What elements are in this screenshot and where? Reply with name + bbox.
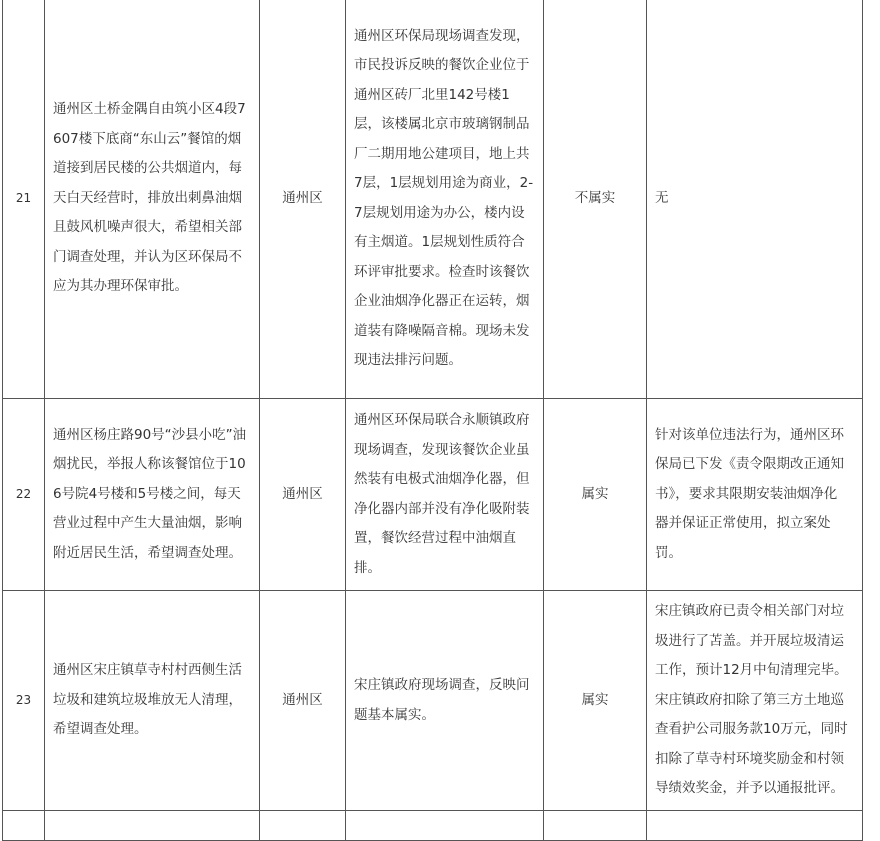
complaint-text: 通州区宋庄镇草寺村村西侧生活垃圾和建筑垃圾堆放无人清理，希望调查处理。 [53, 662, 242, 738]
action-text: 宋庄镇政府已责令相关部门对垃圾进行了苫盖。并开展垃圾清运工作，预计12月中旬清理完毕。宋庄镇政府扣除了第三方土地巡查看护公司服务款10万元，同时扣除了草寺村环境奖励金和村领导绩效奖金，并予以通报批评。 [655, 603, 848, 797]
complaint-text: 通州区土桥金隅自由筑小区4段7607楼下底商“东山云”餐馆的烟道接到居民楼的公共烟道内，每天白天经营时，排放出刺鼻油烟且鼓风机噪声很大，希望相关部门调查处理，并认为区环保局不应为其办理环保审批。 [53, 101, 246, 295]
action-text: 针对该单位违法行为，通州区环保局已下发《责令限期改正通知书》，要求其限期安装油烟净化器并保证正常使用，拟立案处罚。 [655, 426, 844, 561]
empty-cell [346, 811, 544, 841]
empty-cell [45, 811, 260, 841]
investigation-text: 通州区环保局联合永顺镇政府现场调查，发现该餐饮企业虽然装有电极式油烟净化器，但净化器内部并没有净化吸附装置，餐饮经营过程中油烟直排。 [354, 412, 530, 576]
district-cell: 通州区 [260, 399, 346, 591]
complaint-cell [45, 591, 260, 811]
action-text: 无 [655, 189, 669, 206]
complaint-table [2, 0, 863, 841]
verdict-cell: 属实 [544, 399, 647, 591]
table-row [3, 399, 863, 591]
district-cell: 通州区 [260, 0, 346, 399]
investigation-text: 通州区环保局现场调查发现，市民投诉反映的餐饮企业位于通州区砖厂北里142号楼1层，该楼属北京市玻璃钢制品厂二期用地公建项目，地上共7层，1层规划用途为商业，2-7层规划用途为办公，楼内设有主烟道。1层规划性质符合环评审批要求。检查时该餐饮企业油烟净化器正在运转，烟道装有降噪隔音棉。现场未发现违法排污问题。 [354, 27, 534, 368]
table-row [3, 0, 863, 399]
investigation-text: 宋庄镇政府现场调查，反映问题基本属实。 [354, 677, 530, 723]
district-cell: 通州区 [260, 591, 346, 811]
action-cell [647, 399, 863, 591]
complaint-cell [45, 0, 260, 399]
empty-cell [260, 811, 346, 841]
complaint-text: 通州区杨庄路90号“沙县小吃”油烟扰民，举报人称该餐馆位于106号院4号楼和5号楼之间，每天营业过程中产生大量油烟，影响附近居民生活，希望调查处理。 [53, 426, 247, 561]
row-index: 22 [3, 399, 45, 591]
empty-cell [647, 811, 863, 841]
verdict-cell: 属实 [544, 591, 647, 811]
investigation-cell [346, 591, 544, 811]
table-row [3, 591, 863, 811]
verdict-cell: 不属实 [544, 0, 647, 399]
empty-cell [3, 811, 45, 841]
row-index: 21 [3, 0, 45, 399]
empty-cell [544, 811, 647, 841]
complaint-cell [45, 399, 260, 591]
investigation-cell [346, 0, 544, 399]
action-cell [647, 0, 863, 399]
investigation-cell [346, 399, 544, 591]
row-index: 23 [3, 591, 45, 811]
table-row-partial [3, 811, 863, 841]
action-cell [647, 591, 863, 811]
